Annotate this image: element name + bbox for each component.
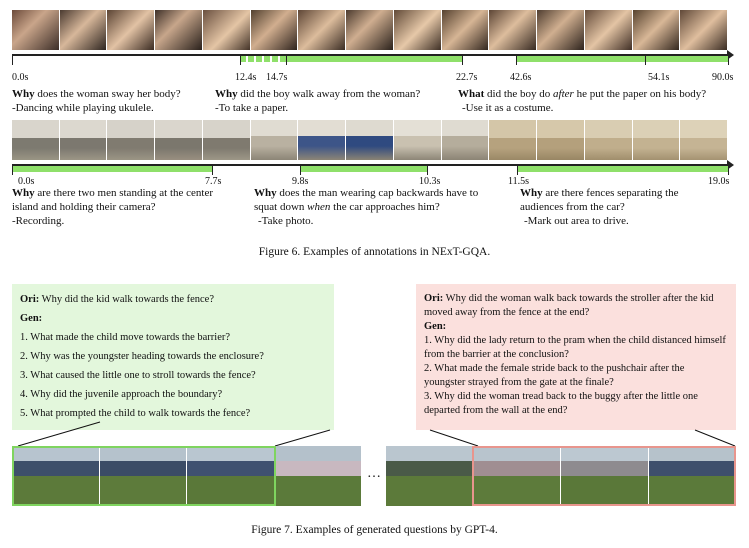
video1-tick-5: 54.1s <box>648 72 670 83</box>
figure7-right-highlight <box>472 446 736 506</box>
figure6-caption: Figure 6. Examples of annotations in NExT-GQA. <box>258 246 491 258</box>
video1-tick-3: 22.7s <box>456 72 478 83</box>
video1-tick-6: 90.0s <box>712 72 734 83</box>
video1-question-2: Why did the boy walk away from the woman? -To take a paper. <box>215 88 421 114</box>
video2-tick-2: 9.8s <box>292 176 309 187</box>
video2-tick-0: 0.0s <box>18 176 35 187</box>
video1-tick-0: 0.0s <box>12 72 29 83</box>
figure7-ellipsis: … <box>367 466 381 481</box>
video2-question-2: Why does the man wearing cap backwards have to squat down when the car approaches him? -Take photo. <box>254 187 479 227</box>
video2-tick-3: 10.3s <box>419 176 441 187</box>
video2-question-3: Why are there fences separating the audiences from the car? -Mark out area to drive. <box>520 187 679 227</box>
video2-tick-1: 7.7s <box>205 176 222 187</box>
figure7-left-box: Ori: Why did the kid walk towards the fence? Gen: 1. What made the child move towards the barrier? 2. Why was the youngster heading towards the enclosure? 3. What caused the little one to stroll towards the fence? 4. Why did the juvenile approach the boundary? 5. What prompted the child to walk towards the fence? <box>12 284 334 430</box>
figure7-caption: Figure 7. Examples of generated questions by GPT-4. <box>251 524 498 536</box>
video1-tick-1: 12.4s <box>235 72 257 83</box>
figure7-right-box: Ori: Why did the woman walk back towards the stroller after the kid moved away from the fence at the end? Gen: 1. Why did the lady return to the pram when the child distanced himself from the barrier at the conclusion? 2. What made the female stride back to the pushchair after the youngster strayed from the gate at the finale? 3. Why did the woman tread back to the buggy after the little one departed from the wall at the end? <box>416 284 736 430</box>
video2-question-1: Why are there two men standing at the center island and holding their camera? -Recording. <box>12 187 213 227</box>
video1-tick-4: 42.6s <box>510 72 532 83</box>
video2-tick-5: 19.0s <box>708 176 730 187</box>
video1-tick-2: 14.7s <box>266 72 288 83</box>
video1-question-3: What did the boy do after he put the paper on his body? -Use it as a costume. <box>458 88 707 114</box>
video2-tick-4: 11.5s <box>508 176 530 187</box>
video1-question-1: Why does the woman sway her body? -Dancing while playing ukulele. <box>12 88 181 114</box>
figure7-left-highlight <box>12 446 276 506</box>
